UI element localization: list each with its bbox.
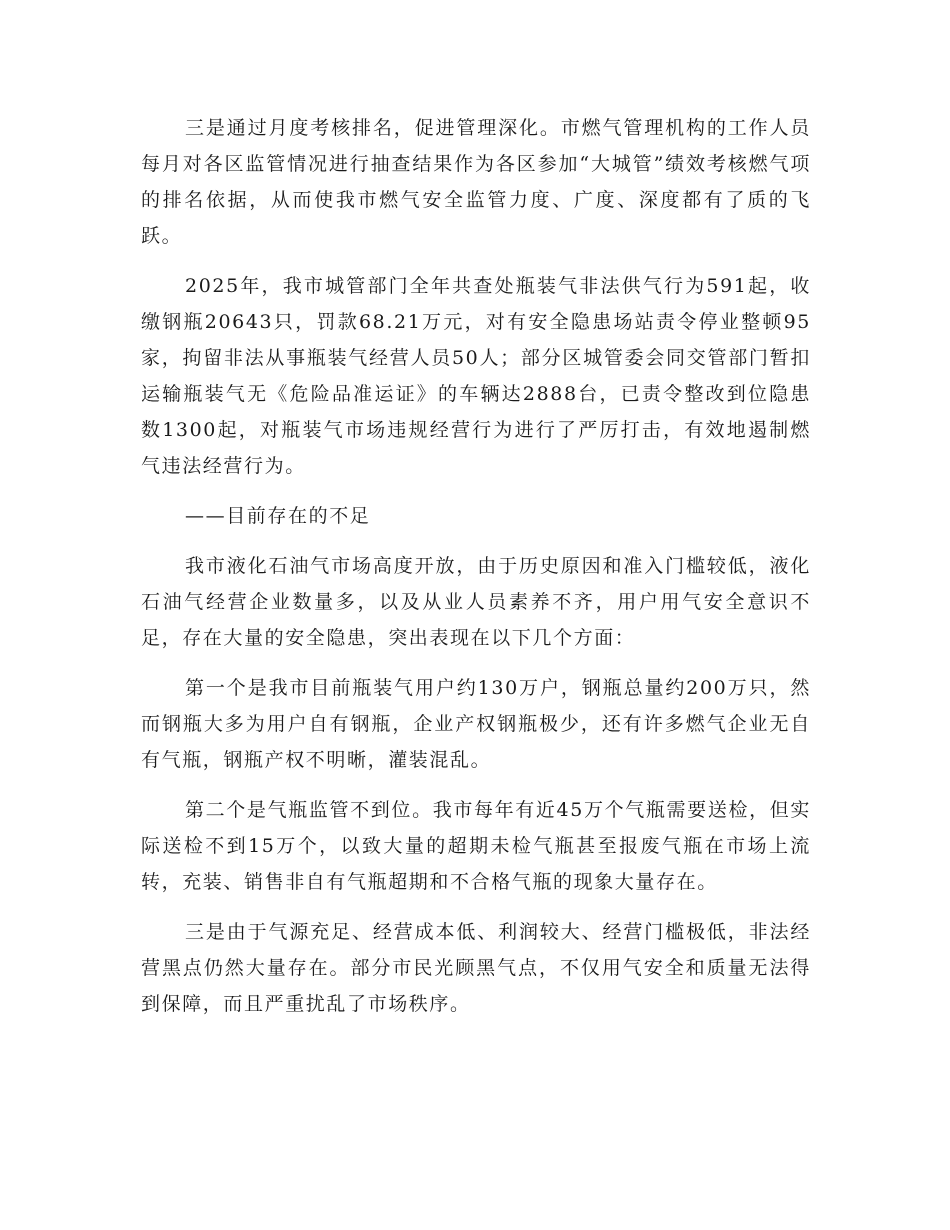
document-body — [141, 110, 811, 1036]
section-heading-shortcomings: ——目前存在的不足 — [185, 505, 371, 527]
paragraph-monthly-assessment: 三是通过月度考核排名，促进管理深化。市燃气管理机构的工作人员每月对各区监管情况进行抽查结果作为各区参加“大城管”绩效考核燃气项的排名依据，从而使我市燃气安全监管力度、广度、深度都有了质的飞跃。 — [141, 117, 811, 247]
paragraph-2025-enforcement: 2025年，我市城管部门全年共查处瓶装气非法供气行为591起，收缴钢瓶20643只，罚款68.21万元，对有安全隐患场站责令停业整顿95家，拘留非法从事瓶装气经营人员50人；部分区城管委会同交管部门暂扣运输瓶装气无《危险品准运证》的车辆达2888台，已责令整改到位隐患数1300起，对瓶装气市场违规经营行为进行了严厉打击，有效地遏制燃气违法经营行为。 — [141, 275, 811, 477]
paragraph-cylinder-inspection: 第二个是气瓶监管不到位。我市每年有近45万个气瓶需要送检，但实际送检不到15万个，以致大量的超期未检气瓶甚至报废气瓶在市场上流转，充装、销售非自有气瓶超期和不合格气瓶的现象大量存在。 — [141, 799, 811, 893]
paragraph-illegal-operators: 三是由于气源充足、经营成本低、利润较大、经营门槛极低，非法经营黑点仍然大量存在。部分市民光顾黑气点，不仅用气安全和质量无法得到保障，而且严重扰乱了市场秩序。 — [141, 921, 811, 1015]
paragraph-market-overview: 我市液化石油气市场高度开放，由于历史原因和准入门槛较低，液化石油气经营企业数量多，以及从业人员素养不齐，用户用气安全意识不足，存在大量的安全隐患，突出表现在以下几个方面： — [141, 555, 811, 649]
paragraph-cylinder-ownership: 第一个是我市目前瓶装气用户约130万户，钢瓶总量约200万只，然而钢瓶大多为用户自有钢瓶，企业产权钢瓶极少，还有许多燃气企业无自有气瓶，钢瓶产权不明晰，灌装混乱。 — [141, 677, 811, 771]
